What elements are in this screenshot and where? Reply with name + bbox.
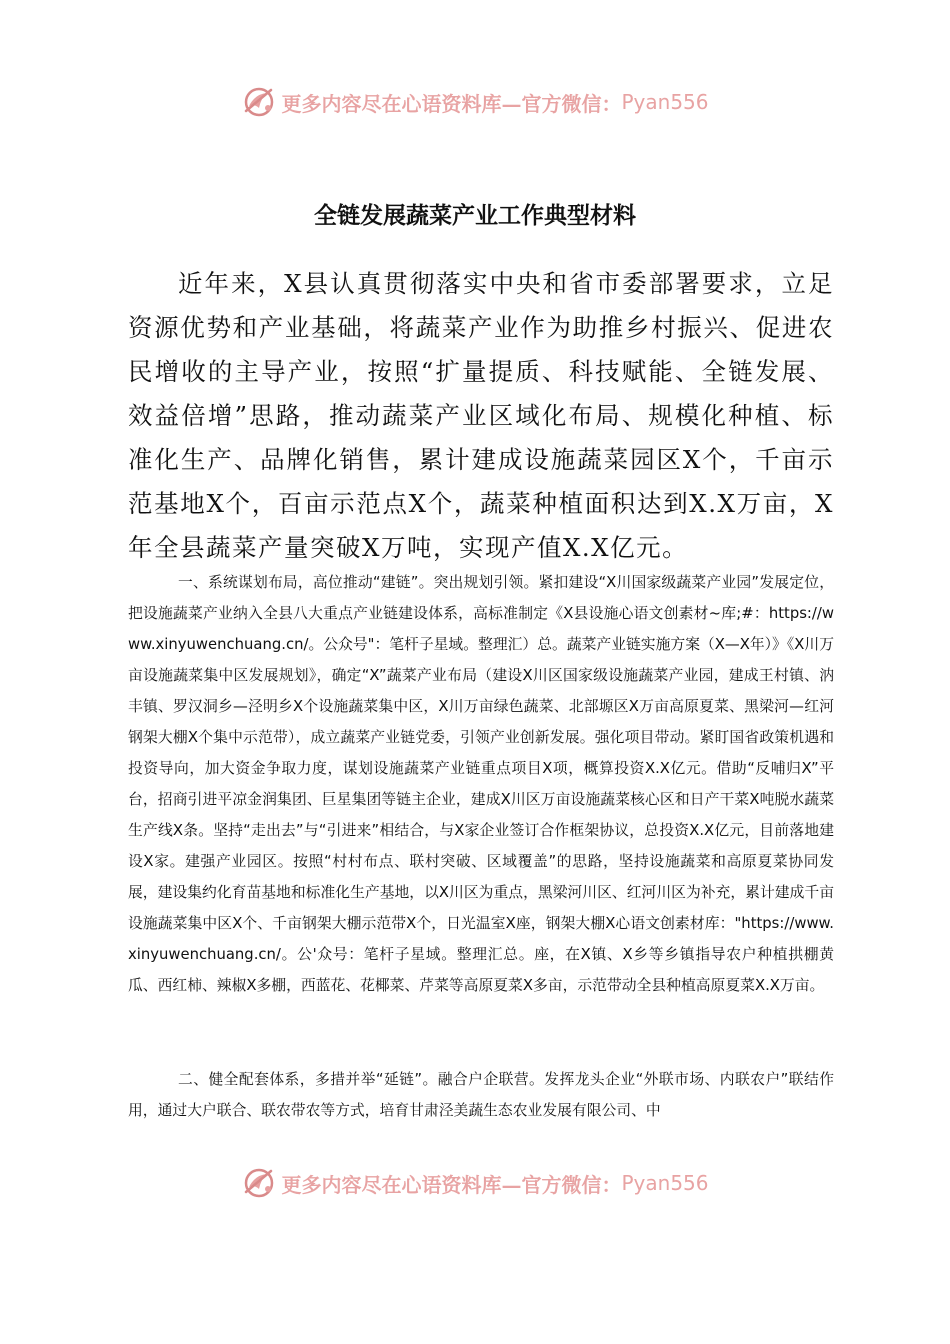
page-title: 全链发展蔬菜产业工作典型材料 bbox=[314, 202, 636, 229]
body-paragraph-2: 二、健全配套体系，多措并举“延链”。融合户企联营。发挥龙头企业“外联市场、内联农户”联结作用，通过大户联合、联农带农等方式，培育甘肃泾美蔬生态农业发展有限公司、中 bbox=[128, 1071, 834, 1119]
watermark-wechat-id: Pyan556 bbox=[621, 1171, 709, 1195]
watermark-footer bbox=[0, 1163, 950, 1203]
body-paragraph-1: 一、系统谋划布局，高位推动“建链”。突出规划引领。紧扣建设“X川国家级蔬菜产业园”发展定位，把设施蔬菜产业纳入全县八大重点产业链建设体系，高标准制定《X县设施心语文创素材~库;#：https://www.xinyuwenchuang.cn/。公众号"：笔杆子星域。整理汇）总。蔬菜产业链实施方案（X—X年）》《X川万亩设施蔬菜集中区发展规划》，确定“X”蔬菜产业布局（建设X川区国家级设施蔬菜产业园，建成王村镇、汭丰镇、罗汉洞乡—泾明乡X个设施蔬菜集中区，X川万亩绿色蔬菜、北部塬区X万亩高原夏菜、黑梁河—红河钢架大棚X个集中示范带），成立蔬菜产业链党委，引领产业创新发展。强化项目带动。紧盯国省政策机遇和投资导向，加大资金争取力度，谋划设施蔬菜产业链重点项目X项，概算投资X.X亿元。借助“反哺归X”平台，招商引进平凉金润集团、巨星集团等链主企业，建成X川区万亩设施蔬菜核心区和日产干菜X吨脱水蔬菜生产线X条。坚持“走出去”与“引进来”相结合，与X家企业签订合作框架协议，总投资X.X亿元，目前落地建设X家。建强产业园区。按照“村村布点、联村突破、区域覆盖”的思路，坚持设施蔬菜和高原夏菜协同发展，建设集约化育苗基地和标准化生产基地，以X川区为重点，黑梁河川区、红河川区为补充，累计建成千亩设施蔬菜集中区X个、千亩钢架大棚示范带X个，日光温室X座，钢架大棚X心语文创素材库："https://www.xinyuwenchuang.cn/。公'众号：笔杆子星域。整理汇总。座，在X镇、X乡等乡镇指导农户种植拱棚黄瓜、西红柿、辣椒X多棚，西蓝花、花椰菜、芹菜等高原夏菜X多亩，示范带动全县种植高原夏菜X.X万亩。 bbox=[128, 574, 834, 994]
watermark-header bbox=[0, 82, 950, 122]
logo-icon bbox=[241, 84, 277, 120]
watermark-wechat-id: Pyan556 bbox=[621, 90, 709, 114]
logo-icon bbox=[241, 1165, 277, 1201]
watermark-text: 更多内容尽在心语资料库—官方微信： bbox=[281, 1172, 622, 1197]
lead-paragraph: 近年来，X县认真贯彻落实中央和省市委部署要求，立足资源优势和产业基础，将蔬菜产业作为助推乡村振兴、促进农民增收的主导产业，按照“扩量提质、科技赋能、全链发展、效益倍增”思路，推动蔬菜产业区域化布局、规模化种植、标准化生产、品牌化销售，累计建成设施蔬菜园区X个，千亩示范基地X个，百亩示范点X个，蔬菜种植面积达到X.X万亩，X年全县蔬菜产量突破X万吨，实现产值X.X亿元。 bbox=[128, 269, 834, 562]
watermark-text: 更多内容尽在心语资料库—官方微信： bbox=[281, 91, 622, 116]
